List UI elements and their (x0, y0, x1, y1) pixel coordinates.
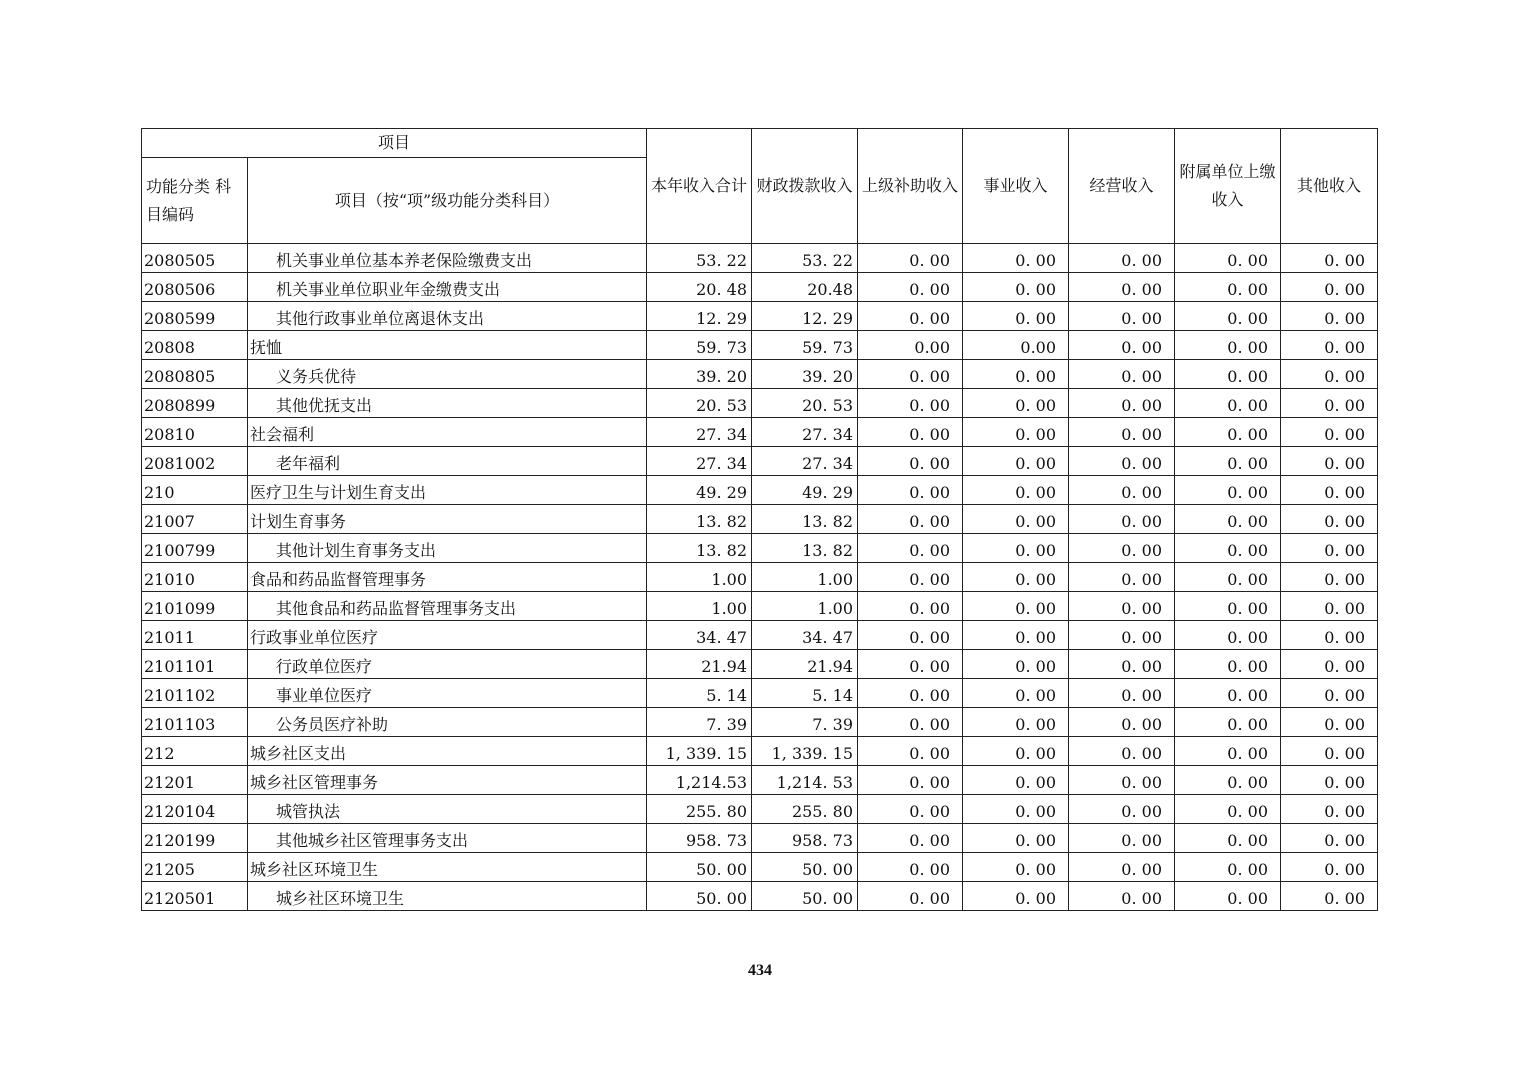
cell-name: 计划生育事务 (248, 505, 647, 534)
cell-total: 1,214.53 (647, 766, 752, 795)
cell-code: 20808 (142, 331, 248, 360)
cell-affiliated: 0. 00 (1175, 882, 1281, 911)
cell-affiliated: 0. 00 (1175, 534, 1281, 563)
cell-fiscal: 39. 20 (752, 360, 858, 389)
cell-affiliated: 0. 00 (1175, 476, 1281, 505)
cell-other: 0. 00 (1281, 795, 1378, 824)
cell-affiliated: 0. 00 (1175, 563, 1281, 592)
cell-fiscal: 255. 80 (752, 795, 858, 824)
table-row (142, 621, 1378, 650)
cell-business: 0. 00 (963, 360, 1069, 389)
cell-total: 53. 22 (647, 244, 752, 273)
cell-superior: 0. 00 (858, 563, 963, 592)
cell-operating: 0. 00 (1069, 853, 1175, 882)
cell-business: 0. 00 (963, 476, 1069, 505)
cell-total: 50. 00 (647, 882, 752, 911)
cell-superior: 0. 00 (858, 708, 963, 737)
cell-other: 0. 00 (1281, 302, 1378, 331)
table-row (142, 824, 1378, 853)
cell-business: 0. 00 (963, 737, 1069, 766)
cell-business: 0. 00 (963, 244, 1069, 273)
header-total: 本年收入合计 (647, 129, 752, 244)
cell-total: 958. 73 (647, 824, 752, 853)
cell-total: 255. 80 (647, 795, 752, 824)
cell-total: 1, 339. 15 (647, 737, 752, 766)
cell-name: 抚恤 (248, 331, 647, 360)
cell-business: 0. 00 (963, 882, 1069, 911)
cell-superior: 0. 00 (858, 824, 963, 853)
cell-total: 49. 29 (647, 476, 752, 505)
cell-fiscal: 53. 22 (752, 244, 858, 273)
table-header (142, 129, 1378, 244)
cell-fiscal: 49. 29 (752, 476, 858, 505)
cell-operating: 0. 00 (1069, 563, 1175, 592)
cell-other: 0. 00 (1281, 592, 1378, 621)
cell-operating: 0. 00 (1069, 447, 1175, 476)
cell-affiliated: 0. 00 (1175, 795, 1281, 824)
cell-business: 0.00 (963, 331, 1069, 360)
cell-business: 0. 00 (963, 650, 1069, 679)
cell-total: 59. 73 (647, 331, 752, 360)
header-business: 事业收入 (963, 129, 1069, 244)
cell-business: 0. 00 (963, 563, 1069, 592)
cell-business: 0. 00 (963, 534, 1069, 563)
table-row (142, 795, 1378, 824)
cell-affiliated: 0. 00 (1175, 621, 1281, 650)
cell-superior: 0. 00 (858, 389, 963, 418)
cell-fiscal: 5. 14 (752, 679, 858, 708)
cell-affiliated: 0. 00 (1175, 853, 1281, 882)
cell-operating: 0. 00 (1069, 592, 1175, 621)
header-other: 其他收入 (1281, 129, 1378, 244)
cell-fiscal: 20.48 (752, 273, 858, 302)
cell-operating: 0. 00 (1069, 795, 1175, 824)
cell-affiliated: 0. 00 (1175, 244, 1281, 273)
cell-operating: 0. 00 (1069, 679, 1175, 708)
cell-other: 0. 00 (1281, 679, 1378, 708)
cell-fiscal: 1, 339. 15 (752, 737, 858, 766)
cell-affiliated: 0. 00 (1175, 505, 1281, 534)
cell-fiscal: 7. 39 (752, 708, 858, 737)
cell-total: 13. 82 (647, 505, 752, 534)
table-row (142, 273, 1378, 302)
cell-code: 2080805 (142, 360, 248, 389)
header-code: 功能分类 科目编码 (142, 158, 248, 244)
cell-code: 212 (142, 737, 248, 766)
cell-fiscal: 1.00 (752, 592, 858, 621)
cell-code: 2080506 (142, 273, 248, 302)
cell-fiscal: 13. 82 (752, 505, 858, 534)
table-row (142, 737, 1378, 766)
cell-superior: 0. 00 (858, 534, 963, 563)
cell-fiscal: 27. 34 (752, 447, 858, 476)
cell-other: 0. 00 (1281, 244, 1378, 273)
cell-operating: 0. 00 (1069, 766, 1175, 795)
table-row (142, 302, 1378, 331)
table-row (142, 563, 1378, 592)
cell-superior: 0. 00 (858, 650, 963, 679)
header-project-group: 项目 (142, 129, 647, 158)
cell-operating: 0. 00 (1069, 244, 1175, 273)
cell-superior: 0. 00 (858, 476, 963, 505)
cell-code: 210 (142, 476, 248, 505)
cell-name: 城乡社区环境卫生 (248, 882, 647, 911)
cell-other: 0. 00 (1281, 824, 1378, 853)
cell-superior: 0.00 (858, 331, 963, 360)
cell-business: 0. 00 (963, 302, 1069, 331)
cell-other: 0. 00 (1281, 418, 1378, 447)
cell-affiliated: 0. 00 (1175, 708, 1281, 737)
cell-name: 机关事业单位职业年金缴费支出 (248, 273, 647, 302)
cell-other: 0. 00 (1281, 331, 1378, 360)
page-number: 434 (748, 962, 772, 979)
cell-fiscal: 59. 73 (752, 331, 858, 360)
cell-operating: 0. 00 (1069, 360, 1175, 389)
cell-name: 食品和药品监督管理事务 (248, 563, 647, 592)
cell-superior: 0. 00 (858, 592, 963, 621)
cell-affiliated: 0. 00 (1175, 273, 1281, 302)
cell-code: 21205 (142, 853, 248, 882)
cell-affiliated: 0. 00 (1175, 650, 1281, 679)
cell-name: 事业单位医疗 (248, 679, 647, 708)
cell-superior: 0. 00 (858, 795, 963, 824)
cell-business: 0. 00 (963, 447, 1069, 476)
table-row (142, 505, 1378, 534)
cell-name: 其他城乡社区管理事务支出 (248, 824, 647, 853)
cell-operating: 0. 00 (1069, 650, 1175, 679)
cell-code: 2101103 (142, 708, 248, 737)
header-fiscal: 财政拨款收入 (752, 129, 858, 244)
table-row (142, 708, 1378, 737)
table-row (142, 447, 1378, 476)
cell-affiliated: 0. 00 (1175, 679, 1281, 708)
table-row (142, 766, 1378, 795)
cell-operating: 0. 00 (1069, 331, 1175, 360)
cell-operating: 0. 00 (1069, 505, 1175, 534)
cell-total: 50. 00 (647, 853, 752, 882)
cell-business: 0. 00 (963, 795, 1069, 824)
cell-name: 机关事业单位基本养老保险缴费支出 (248, 244, 647, 273)
cell-operating: 0. 00 (1069, 882, 1175, 911)
cell-operating: 0. 00 (1069, 708, 1175, 737)
cell-affiliated: 0. 00 (1175, 302, 1281, 331)
cell-business: 0. 00 (963, 766, 1069, 795)
cell-fiscal: 958. 73 (752, 824, 858, 853)
cell-code: 2120104 (142, 795, 248, 824)
cell-code: 2081002 (142, 447, 248, 476)
cell-fiscal: 13. 82 (752, 534, 858, 563)
cell-name: 社会福利 (248, 418, 647, 447)
cell-code: 20810 (142, 418, 248, 447)
cell-operating: 0. 00 (1069, 824, 1175, 853)
cell-other: 0. 00 (1281, 476, 1378, 505)
cell-total: 13. 82 (647, 534, 752, 563)
cell-code: 2120199 (142, 824, 248, 853)
cell-operating: 0. 00 (1069, 476, 1175, 505)
cell-business: 0. 00 (963, 592, 1069, 621)
cell-fiscal: 1,214. 53 (752, 766, 858, 795)
cell-code: 2080505 (142, 244, 248, 273)
cell-total: 27. 34 (647, 447, 752, 476)
cell-superior: 0. 00 (858, 766, 963, 795)
cell-business: 0. 00 (963, 273, 1069, 302)
table-row (142, 882, 1378, 911)
cell-fiscal: 21.94 (752, 650, 858, 679)
cell-total: 7. 39 (647, 708, 752, 737)
budget-income-table (141, 128, 1378, 911)
cell-business: 0. 00 (963, 389, 1069, 418)
cell-code: 2101102 (142, 679, 248, 708)
table-row (142, 476, 1378, 505)
cell-affiliated: 0. 00 (1175, 418, 1281, 447)
cell-name: 其他优抚支出 (248, 389, 647, 418)
cell-total: 20. 48 (647, 273, 752, 302)
cell-code: 21201 (142, 766, 248, 795)
cell-business: 0. 00 (963, 708, 1069, 737)
cell-affiliated: 0. 00 (1175, 447, 1281, 476)
cell-business: 0. 00 (963, 621, 1069, 650)
table-row (142, 244, 1378, 273)
cell-name: 其他食品和药品监督管理事务支出 (248, 592, 647, 621)
table-row (142, 592, 1378, 621)
cell-other: 0. 00 (1281, 534, 1378, 563)
cell-superior: 0. 00 (858, 302, 963, 331)
table-row (142, 534, 1378, 563)
cell-total: 1.00 (647, 592, 752, 621)
cell-superior: 0. 00 (858, 737, 963, 766)
cell-fiscal: 50. 00 (752, 853, 858, 882)
cell-name: 城管执法 (248, 795, 647, 824)
cell-name: 城乡社区环境卫生 (248, 853, 647, 882)
table-row (142, 853, 1378, 882)
cell-business: 0. 00 (963, 505, 1069, 534)
cell-other: 0. 00 (1281, 853, 1378, 882)
cell-superior: 0. 00 (858, 360, 963, 389)
cell-total: 39. 20 (647, 360, 752, 389)
cell-fiscal: 20. 53 (752, 389, 858, 418)
cell-code: 21011 (142, 621, 248, 650)
cell-affiliated: 0. 00 (1175, 389, 1281, 418)
cell-fiscal: 50. 00 (752, 882, 858, 911)
table-row (142, 360, 1378, 389)
cell-affiliated: 0. 00 (1175, 766, 1281, 795)
cell-other: 0. 00 (1281, 389, 1378, 418)
cell-fiscal: 12. 29 (752, 302, 858, 331)
cell-superior: 0. 00 (858, 679, 963, 708)
cell-total: 12. 29 (647, 302, 752, 331)
cell-superior: 0. 00 (858, 273, 963, 302)
table-row (142, 418, 1378, 447)
cell-fiscal: 27. 34 (752, 418, 858, 447)
cell-other: 0. 00 (1281, 882, 1378, 911)
cell-other: 0. 00 (1281, 505, 1378, 534)
table-row (142, 679, 1378, 708)
cell-superior: 0. 00 (858, 244, 963, 273)
cell-other: 0. 00 (1281, 447, 1378, 476)
cell-business: 0. 00 (963, 418, 1069, 447)
cell-operating: 0. 00 (1069, 534, 1175, 563)
cell-other: 0. 00 (1281, 360, 1378, 389)
cell-other: 0. 00 (1281, 766, 1378, 795)
cell-affiliated: 0. 00 (1175, 824, 1281, 853)
header-superior: 上级补助收入 (858, 129, 963, 244)
cell-superior: 0. 00 (858, 882, 963, 911)
cell-other: 0. 00 (1281, 621, 1378, 650)
cell-total: 20. 53 (647, 389, 752, 418)
cell-code: 2080899 (142, 389, 248, 418)
header-name: 项目（按“项”级功能分类科目） (248, 158, 647, 244)
cell-affiliated: 0. 00 (1175, 331, 1281, 360)
cell-affiliated: 0. 00 (1175, 592, 1281, 621)
table-row (142, 331, 1378, 360)
cell-name: 城乡社区管理事务 (248, 766, 647, 795)
cell-other: 0. 00 (1281, 563, 1378, 592)
cell-total: 34. 47 (647, 621, 752, 650)
cell-name: 公务员医疗补助 (248, 708, 647, 737)
cell-other: 0. 00 (1281, 273, 1378, 302)
cell-code: 2080599 (142, 302, 248, 331)
cell-code: 21007 (142, 505, 248, 534)
cell-operating: 0. 00 (1069, 273, 1175, 302)
cell-total: 5. 14 (647, 679, 752, 708)
cell-code: 2100799 (142, 534, 248, 563)
cell-operating: 0. 00 (1069, 418, 1175, 447)
cell-name: 义务兵优待 (248, 360, 647, 389)
cell-other: 0. 00 (1281, 737, 1378, 766)
cell-affiliated: 0. 00 (1175, 360, 1281, 389)
cell-name: 老年福利 (248, 447, 647, 476)
cell-superior: 0. 00 (858, 447, 963, 476)
cell-fiscal: 34. 47 (752, 621, 858, 650)
cell-other: 0. 00 (1281, 650, 1378, 679)
table-body (142, 244, 1378, 911)
cell-name: 城乡社区支出 (248, 737, 647, 766)
cell-name: 行政单位医疗 (248, 650, 647, 679)
cell-superior: 0. 00 (858, 505, 963, 534)
table-row (142, 650, 1378, 679)
cell-fiscal: 1.00 (752, 563, 858, 592)
cell-name: 医疗卫生与计划生育支出 (248, 476, 647, 505)
cell-superior: 0. 00 (858, 418, 963, 447)
cell-operating: 0. 00 (1069, 389, 1175, 418)
cell-total: 21.94 (647, 650, 752, 679)
cell-name: 行政事业单位医疗 (248, 621, 647, 650)
cell-name: 其他计划生育事务支出 (248, 534, 647, 563)
cell-code: 21010 (142, 563, 248, 592)
cell-code: 2101099 (142, 592, 248, 621)
cell-operating: 0. 00 (1069, 302, 1175, 331)
cell-other: 0. 00 (1281, 708, 1378, 737)
cell-operating: 0. 00 (1069, 621, 1175, 650)
cell-total: 1.00 (647, 563, 752, 592)
cell-operating: 0. 00 (1069, 737, 1175, 766)
header-operating: 经营收入 (1069, 129, 1175, 244)
cell-superior: 0. 00 (858, 621, 963, 650)
cell-superior: 0. 00 (858, 853, 963, 882)
table-row (142, 389, 1378, 418)
cell-business: 0. 00 (963, 824, 1069, 853)
cell-affiliated: 0. 00 (1175, 737, 1281, 766)
cell-business: 0. 00 (963, 679, 1069, 708)
cell-code: 2120501 (142, 882, 248, 911)
cell-name: 其他行政事业单位离退休支出 (248, 302, 647, 331)
cell-code: 2101101 (142, 650, 248, 679)
cell-business: 0. 00 (963, 853, 1069, 882)
cell-total: 27. 34 (647, 418, 752, 447)
header-affiliated: 附属单位上缴收入 (1175, 129, 1281, 244)
